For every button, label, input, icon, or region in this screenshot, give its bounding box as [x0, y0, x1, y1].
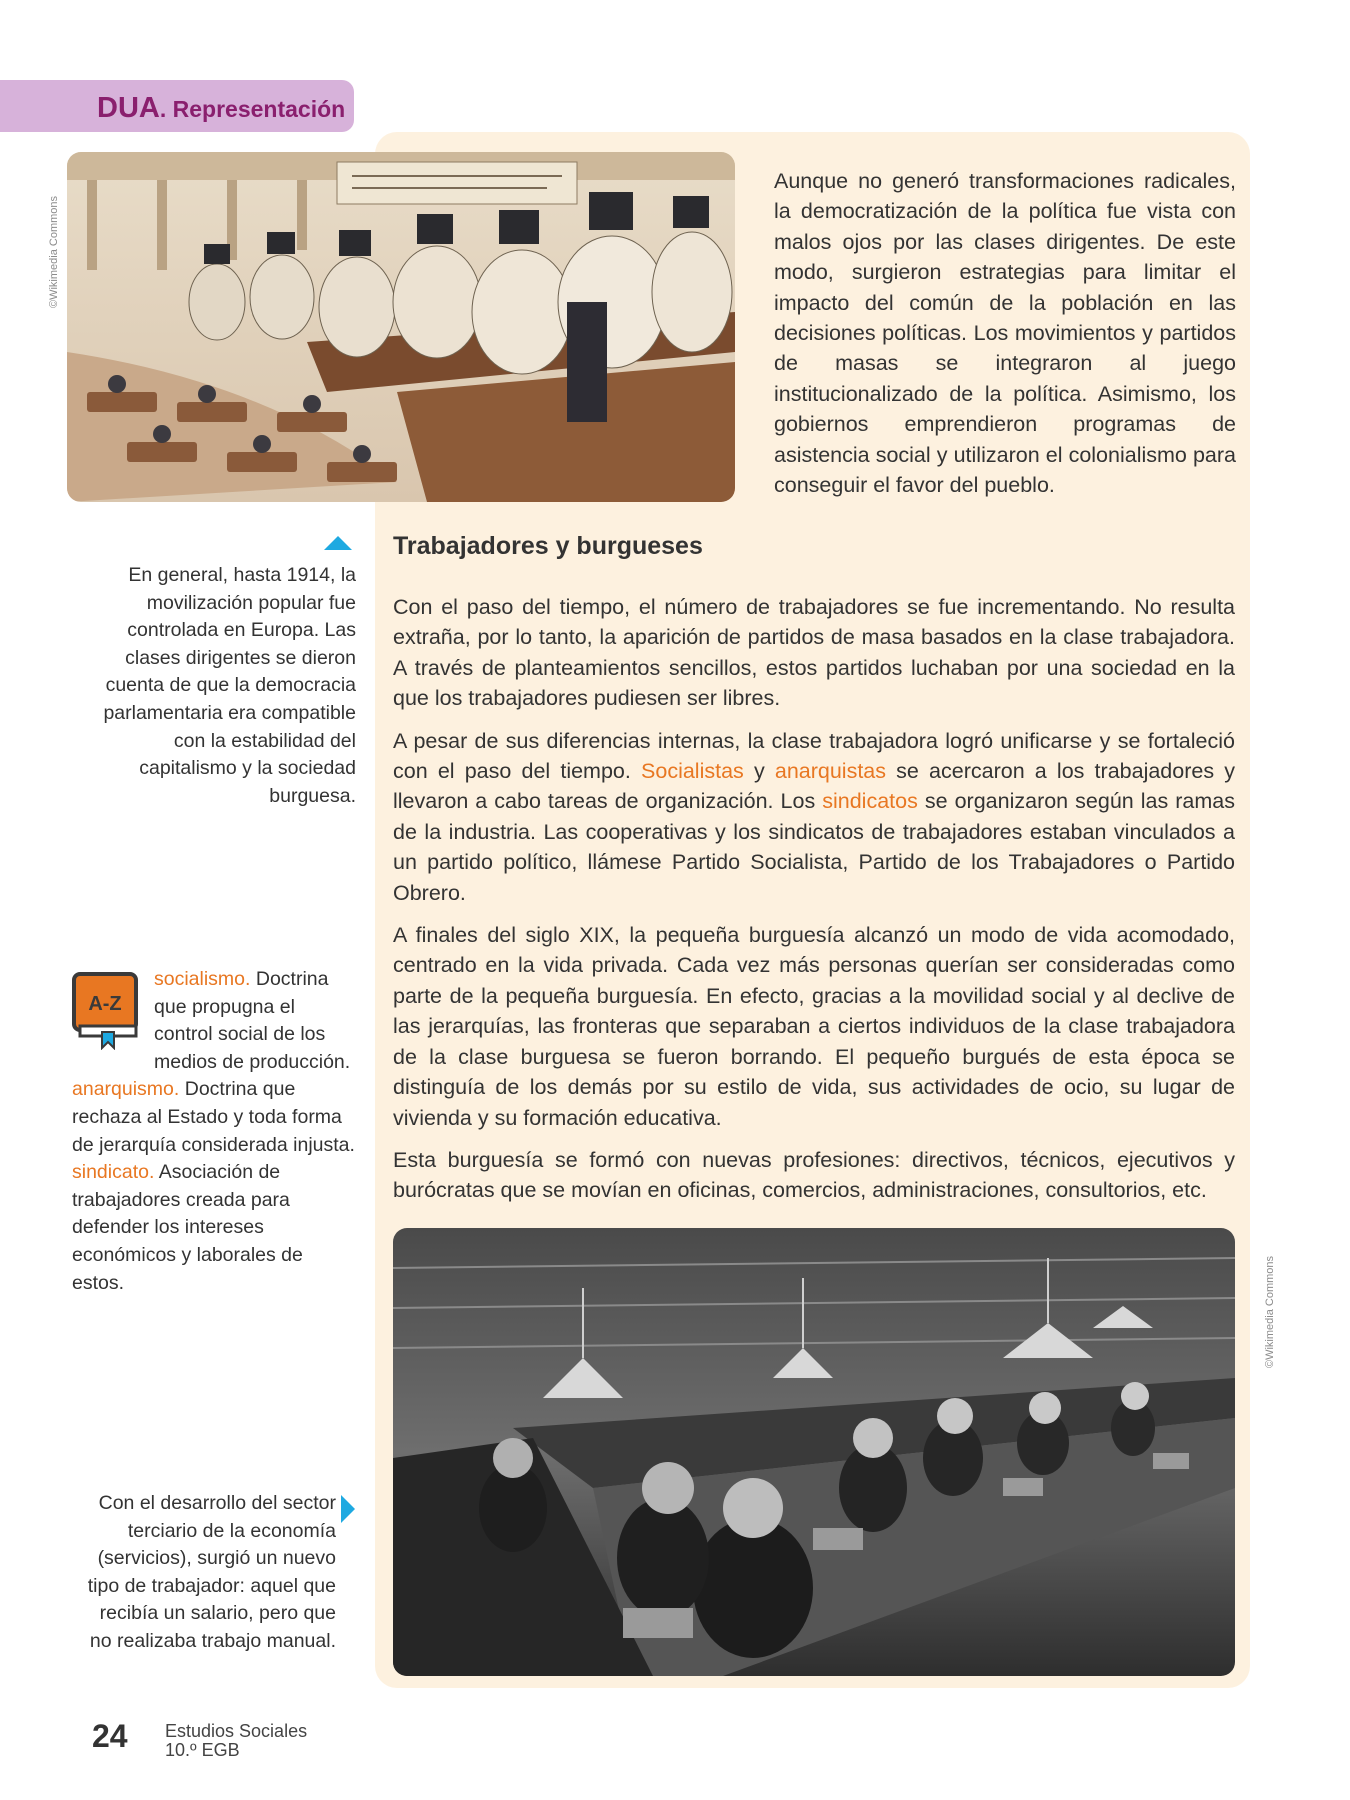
paragraph-2-part-b: y	[743, 759, 775, 784]
glossary-definition: Doctrina que propugna el control social de los medios de producción.	[154, 968, 351, 1073]
side-note-movilizacion: En general, hasta 1914, la movilización popular fue controlada en Europa. Las clases dirigentes se dieron cuenta de que la democracia parlamentaria era compatible con la estabilidad del capitalismo y la sociedad burguesa.	[103, 564, 356, 807]
footer-grade: 10.º EGB	[165, 1740, 240, 1760]
intro-paragraph: Aunque no generó transformaciones radicales, la democratización de la política fue vista con malos ojos por las clases dirigentes. De este modo, surgieron estrategias para limitar el impacto del común de la población en las decisiones políticas. Los movimientos y partidos de masas se integraron al juego institucionalizado de la política. Asimismo, los gobiernos emprendieron programas de asistencia social y utilizaron el colonialismo para conseguir el favor del pueblo.	[774, 169, 1236, 498]
triangle-up-icon	[324, 536, 352, 550]
side-note-sector-terciario: Con el desarrollo del sector terciario de la economía (servicios), surgió un nuevo tipo de trabajador: aquel que recibía un salario, pero que no realizaba trabajo manual.	[87, 1492, 336, 1652]
senate-cartoon-image	[67, 152, 735, 502]
senate-cartoon-illustration	[67, 152, 735, 502]
keyword-socialistas: Socialistas	[641, 759, 744, 784]
dua-badge-main: DUA	[97, 92, 160, 124]
paragraph-2-part-a: A pesar de sus diferencias internas, la clase trabajadora logró unificarse y se fortaleció con el paso del tiempo.	[393, 728, 1235, 784]
bottom-image-credit: ©Wikimedia Commons	[1264, 1255, 1276, 1368]
top-image-credit: ©Wikimedia Commons	[48, 195, 60, 308]
glossary-definition: Asociación de trabajadores creada para defender los intereses económicos y laborales de estos.	[72, 1161, 303, 1294]
page-number: 24	[92, 1718, 128, 1754]
footer-book-title: Estudios Sociales	[165, 1721, 308, 1741]
glossary-item-sindicato	[72, 1159, 356, 1297]
dictionary-book-icon	[72, 970, 144, 1050]
footer-book-info	[165, 1722, 307, 1760]
glossary-term: socialismo.	[154, 968, 251, 990]
keyword-anarquistas: anarquistas	[774, 759, 887, 784]
paragraph-4: Esta burguesía se formó con nuevas profesiones: directivos, técnicos, ejecutivos y burócratas que se movían en oficinas, comercios, administraciones, consultorios, etc.	[393, 1147, 1235, 1203]
glossary-term: sindicato.	[72, 1161, 155, 1184]
dictionary-icon-label: A-Z	[88, 993, 122, 1015]
office-workers-photo	[393, 1228, 1235, 1676]
paragraph-2	[393, 726, 1235, 908]
glossary-item-anarquismo	[72, 1076, 356, 1159]
section-title: Trabajadores y burgueses	[393, 532, 703, 560]
paragraph-2-part-c: se acercaron a los trabajadores y llevaron a cabo tareas de organización. Los	[393, 759, 1235, 814]
glossary-definition: Doctrina que rechaza al Estado y toda forma de jerarquía considerada injusta.	[72, 1078, 355, 1156]
glossary-term: anarquismo.	[72, 1078, 180, 1101]
paragraph-1: Con el paso del tiempo, el número de trabajadores se fue incrementando. No resulta extraña, por lo tanto, la aparición de partidos de masa basados en la clase trabajadora. A través de planteamientos sencillos, estos partidos luchaban por una sociedad en la que los trabajadores pudiesen ser libres.	[393, 595, 1235, 711]
office-workers-illustration	[393, 1228, 1235, 1676]
dua-badge-label	[97, 92, 345, 125]
paragraph-3: A finales del siglo XIX, la pequeña burguesía alcanzó un modo de vida acomodado, centrado en la vida privada. Cada vez más personas querían ser consideradas como parte de la pequeña burguesía. En efecto, gracias a la movilidad social y al declive de las jerarquías, las fronteras que separaban a ciertos individuos de la clase trabajadora de la clase burguesa se fueron borrando. El pequeño burgués de esta época se distinguía de los demás por su estilo de vida, sus actividades de ocio, su lugar de vivienda y su formación educativa.	[393, 923, 1235, 1130]
main-body-text	[393, 592, 1235, 1218]
dua-badge-sub: . Representación	[159, 96, 346, 122]
glossary-box	[72, 966, 356, 1297]
triangle-right-icon	[341, 1495, 355, 1523]
keyword-sindicatos: sindicatos	[822, 789, 918, 814]
paragraph-2-part-d: se organizaron según las ramas de la industria. Las cooperativas y los sindicatos de trabajadores estaban vinculados a un partido político, llámese Partido Socialista, Partido de los Trabajadores o Partido Obrero.	[393, 789, 1235, 905]
